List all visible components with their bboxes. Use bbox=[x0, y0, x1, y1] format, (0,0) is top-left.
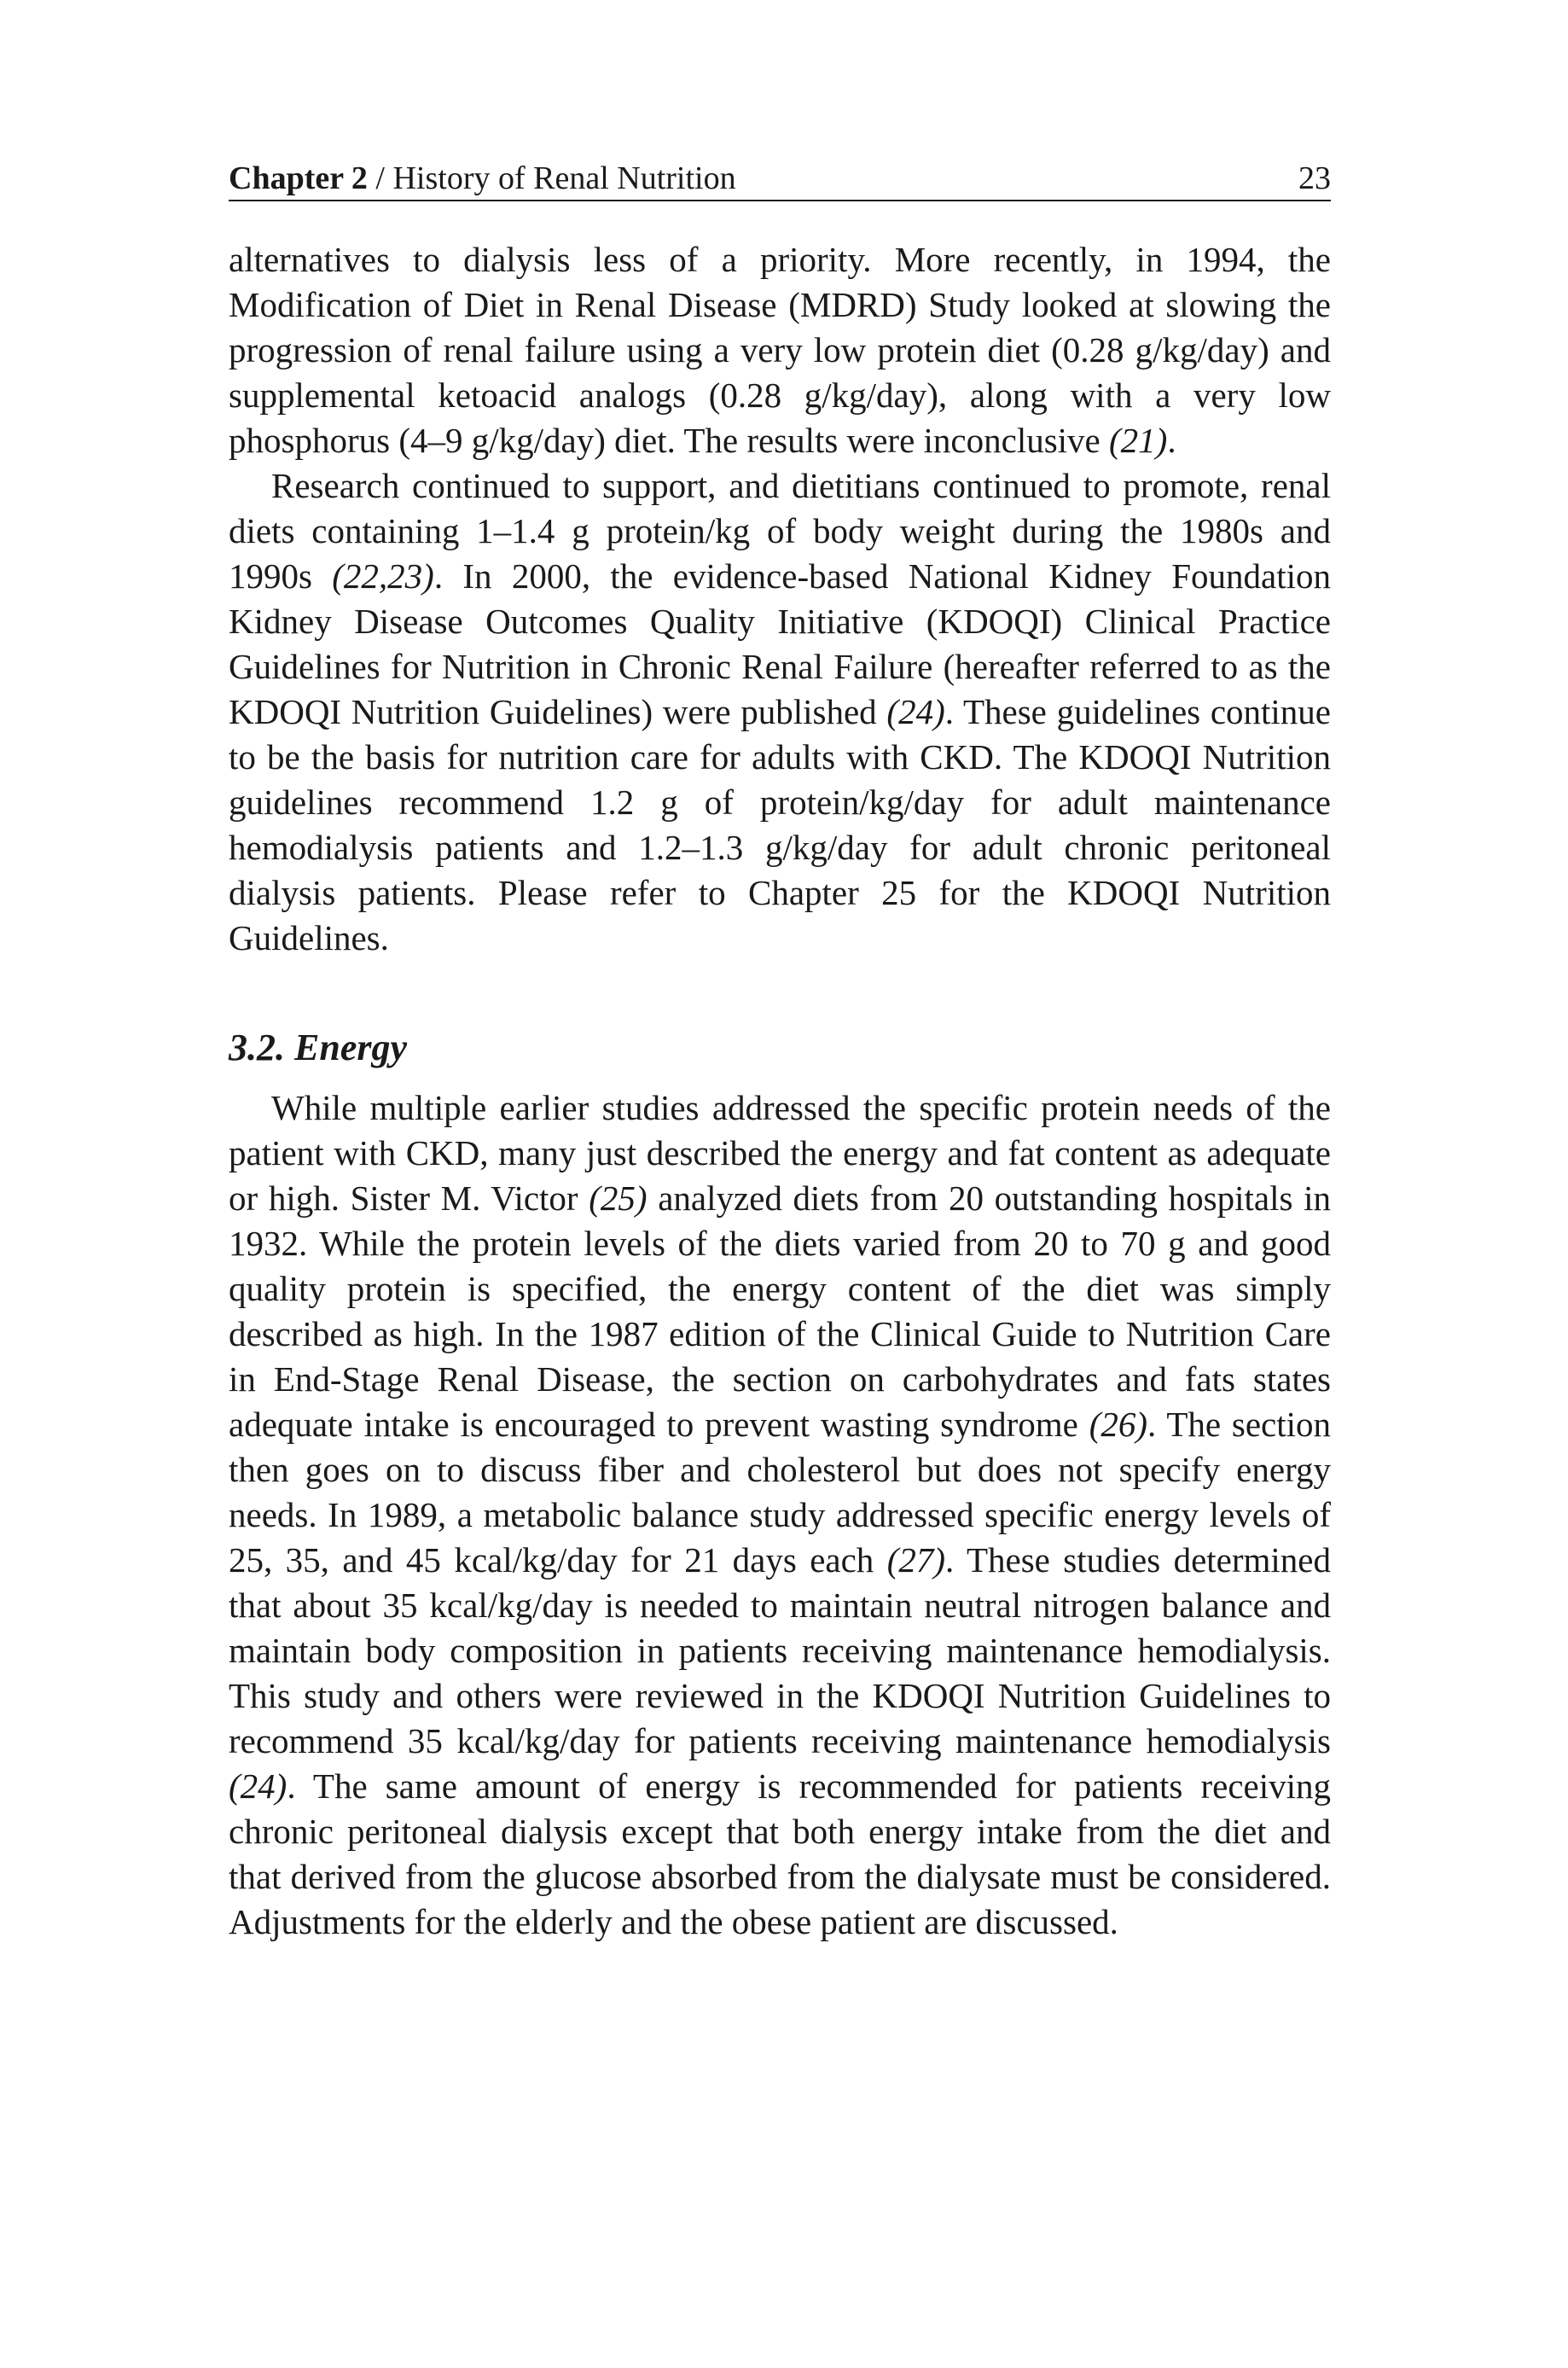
paragraph-research bbox=[229, 463, 1331, 961]
citation: (24) bbox=[886, 692, 945, 731]
citation: (26) bbox=[1089, 1405, 1147, 1444]
paragraph-text: Research continued to support, and dietitians continued to promote, renal diets containing 1–1.4 g protein/kg of body weight during the 1980s and 1990s bbox=[229, 466, 1331, 596]
citation: (27) bbox=[886, 1540, 946, 1580]
paragraph-text: . These guidelines continue to be the basis for nutrition care for adults with CKD. The KDOQI Nutrition guidelines recommend 1.2 g of protein/kg/day for adult maintenance hemodialysis patients and 1.2–1.3 g/kg/day for adult chronic peritoneal dialysis patients. Please refer to Chapter 25 for the KDOQI Nutrition Guidelines. bbox=[229, 692, 1332, 957]
citation: (25) bbox=[589, 1178, 648, 1218]
citation: (21) bbox=[1109, 421, 1168, 460]
paragraph-text: . The same amount of energy is recommended for patients receiving chronic peritoneal dialysis except that both energy intake from the diet and that derived from the glucose absorbed from the dialysate must be considered. Adjustments for the elderly and the obese patient are discussed. bbox=[229, 1766, 1331, 1941]
paragraph-text: . In 2000, the evidence-based National Kidney Foundation Kidney Disease Outcomes Quality Initiative (KDOQI) Clinical Practice Guidelines for Nutrition in Chronic Renal Failure (hereafter referred to as the KDOQI Nutrition Guidelines) were published bbox=[229, 556, 1331, 731]
chapter-name: History of Renal Nutrition bbox=[392, 160, 736, 196]
citation: (22,23) bbox=[332, 556, 434, 596]
paragraph-text: . bbox=[1167, 421, 1176, 460]
paragraph-energy bbox=[229, 1085, 1331, 1945]
running-header bbox=[229, 159, 1331, 201]
paragraph-text: . These studies determined that about 35 kcal/kg/day is needed to maintain neutral nitrogen balance and maintain body composition in patients receiving maintenance hemodialysis. This study and others were reviewed in the KDOQI Nutrition Guidelines to recommend 35 kcal/kg/day for patients receiving maintenance hemodialysis bbox=[229, 1540, 1331, 1760]
paragraph-text: alternatives to dialysis less of a priority. More recently, in 1994, the Modification of Diet in Renal Disease (MDRD) Study looked at slowing the progression of renal failure using a very low protein diet (0.28 g/kg/day) and supplemental ketoacid analogs (0.28 g/kg/day), along with a very low phosphorus (4–9 g/kg/day) diet. The results were inconclusive bbox=[229, 240, 1331, 460]
citation: (24) bbox=[229, 1766, 287, 1806]
paragraph-text: analyzed diets from 20 outstanding hospitals in 1932. While the protein levels of the diets varied from 20 to 70 g and good quality protein is specified, the energy content of the diet was simply described as high. In the 1987 edition of the Clinical Guide to Nutrition Care in End-Stage Renal Disease, the section on carbohydrates and fats states adequate intake is encouraged to prevent wasting syndrome bbox=[229, 1178, 1331, 1444]
paragraph-text: . The section then goes on to discuss fiber and cholesterol but does not specify energy needs. In 1989, a metabolic balance study addressed specific energy levels of 25, 35, and 45 kcal/kg/day for 21 days each bbox=[229, 1405, 1331, 1580]
page-number: 23 bbox=[1298, 160, 1331, 196]
paragraph-text: While multiple earlier studies addressed the specific protein needs of the patient with CKD, many just described the energy and fat content as adequate or high. Sister M. Victor bbox=[229, 1088, 1331, 1218]
chapter-title bbox=[229, 159, 736, 198]
paragraph-continued bbox=[229, 237, 1331, 463]
body-text bbox=[229, 237, 1331, 1945]
chapter-label: Chapter 2 bbox=[229, 160, 368, 196]
header-separator: / bbox=[375, 160, 385, 196]
section-heading-energy: 3.2. Energy bbox=[229, 1027, 407, 1068]
book-page bbox=[229, 159, 1331, 1945]
